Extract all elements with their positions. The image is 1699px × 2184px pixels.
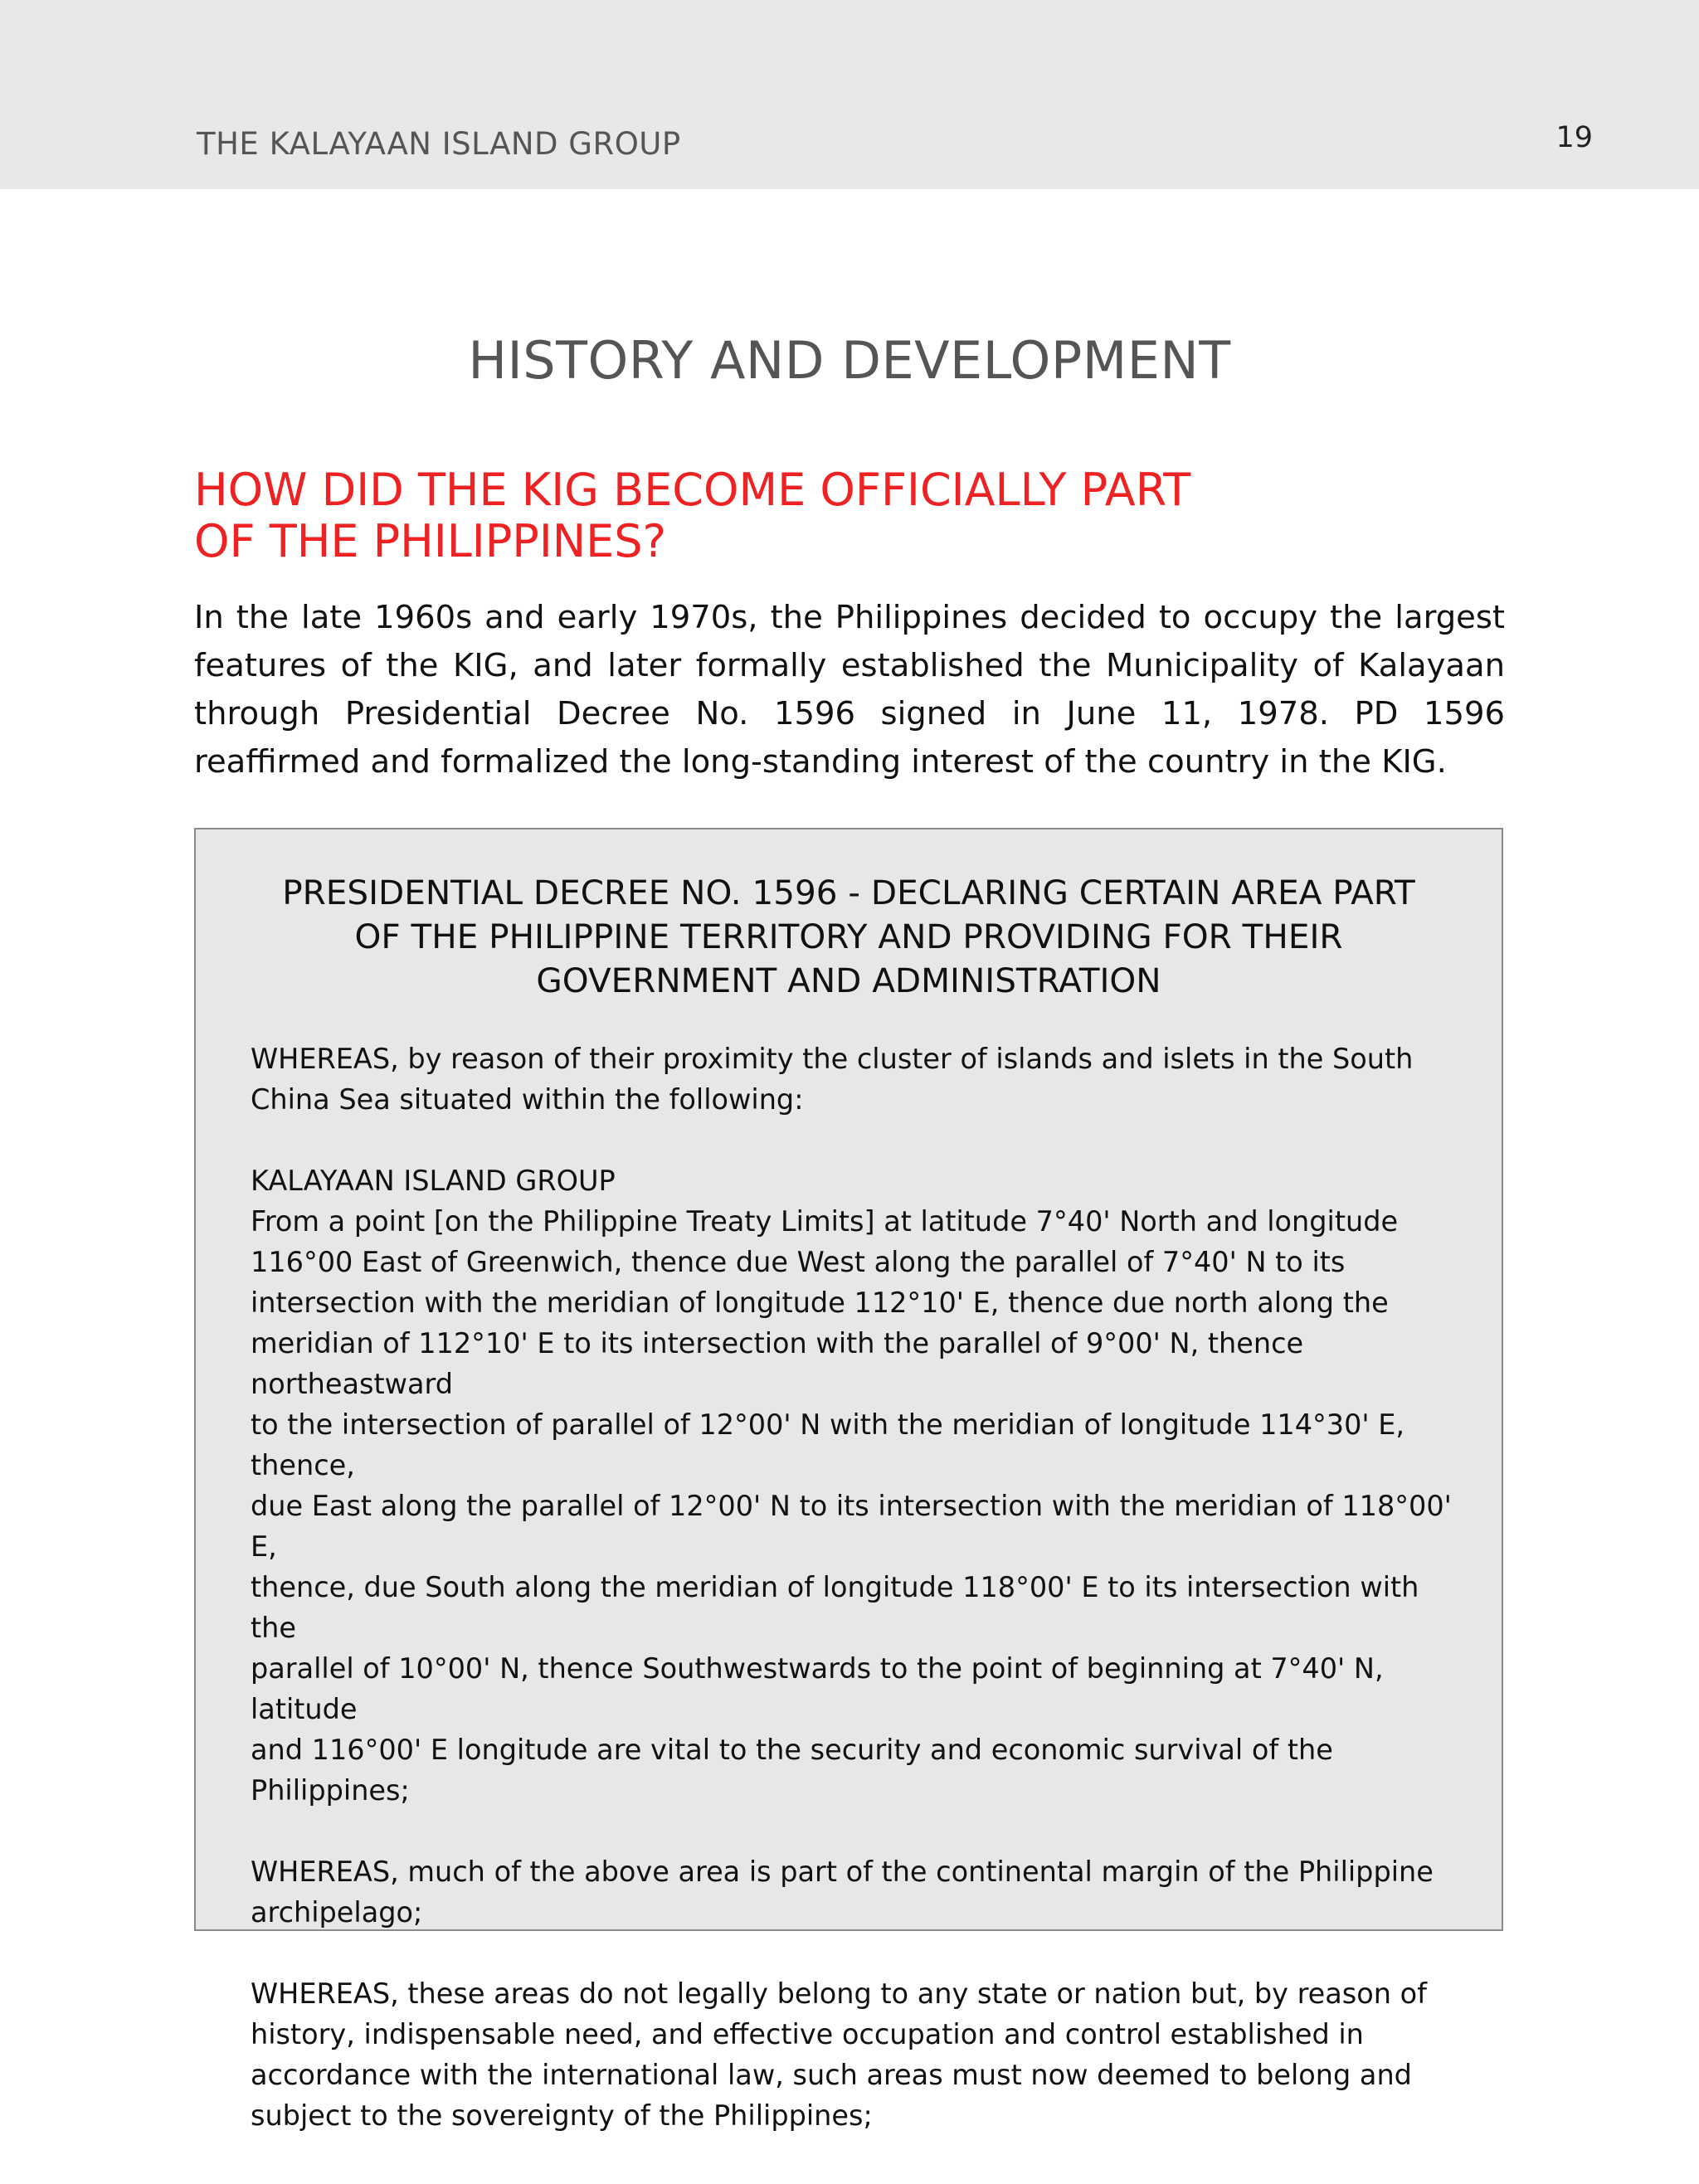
decree-box (194, 828, 1503, 2132)
section-title: HISTORY AND DEVELOPMENT (468, 330, 1231, 391)
header-band (0, 0, 1699, 189)
running-head: THE KALAYAAN ISLAND GROUP (197, 126, 681, 162)
intro-paragraph: In the late 1960s and early 1970s, the Philippines decided to occupy the largest features of the KIG, and later formally established the Municipality of Kalayaan through Presidential Decree No. 1596 signed in June 11, 1978. PD 1596 reaffirmed and formalized the long-standing interest of the country in the KIG. (194, 599, 1505, 781)
whereas-clause-3: WHEREAS, these areas do not legally belong to any state or nation but, by reason of history, indispensable need, and effective occupation and control established in accordance with the international law, such areas must now deemed to belong and subject to the sovereignty of the Philippines; (251, 1977, 1427, 2132)
decree-body (251, 1038, 1453, 2136)
page-number: 19 (1555, 121, 1593, 154)
decree-title-line-3: GOVERNMENT AND ADMINISTRATION (536, 961, 1161, 1000)
whereas-clause-1: WHEREAS, by reason of their proximity the cluster of islands and islets in the South China Sea situated within the following: (251, 1043, 1414, 1116)
question-line-1: HOW DID THE KIG BECOME OFFICIALLY PART (194, 464, 1191, 516)
kig-heading: KALAYAAN ISLAND GROUP (251, 1165, 616, 1197)
decree-title (196, 871, 1502, 1003)
question-heading (194, 465, 1521, 567)
whereas-clause-2: WHEREAS, much of the above area is part of the continental margin of the Philippine archipelago; (251, 1856, 1434, 1929)
boundary-description: From a point [on the Philippine Treaty Limits] at latitude 7°40' North and longitude 116°00 East of Greenwich, thence due West along the parallel of 7°40' N to its intersection with the meridian of longitude 112°10' E, thence due north along the meridian of 112°10' E to its intersection with the parallel of 9°00' N, thence northeastward to the intersection of parallel of 12°00' N with the meridian of longitude 114°30' E, thence, due East along the parallel of 12°00' N to its intersection with the meridian of 118°00' E, thence, due South along the meridian of longitude 118°00' E to its intersection with the parallel of 10°00' N, thence Southwestwards to the point of beginning at 7°40' N, latitude and 116°00' E longitude are vital to the security and economic survival of the Philippines; (251, 1205, 1452, 1807)
decree-title-line-1: PRESIDENTIAL DECREE NO. 1596 - DECLARING CERTAIN AREA PART (282, 873, 1415, 912)
question-line-2: OF THE PHILIPPINES? (194, 515, 667, 567)
decree-title-line-2: OF THE PHILIPPINE TERRITORY AND PROVIDING FOR THEIR (354, 917, 1343, 956)
